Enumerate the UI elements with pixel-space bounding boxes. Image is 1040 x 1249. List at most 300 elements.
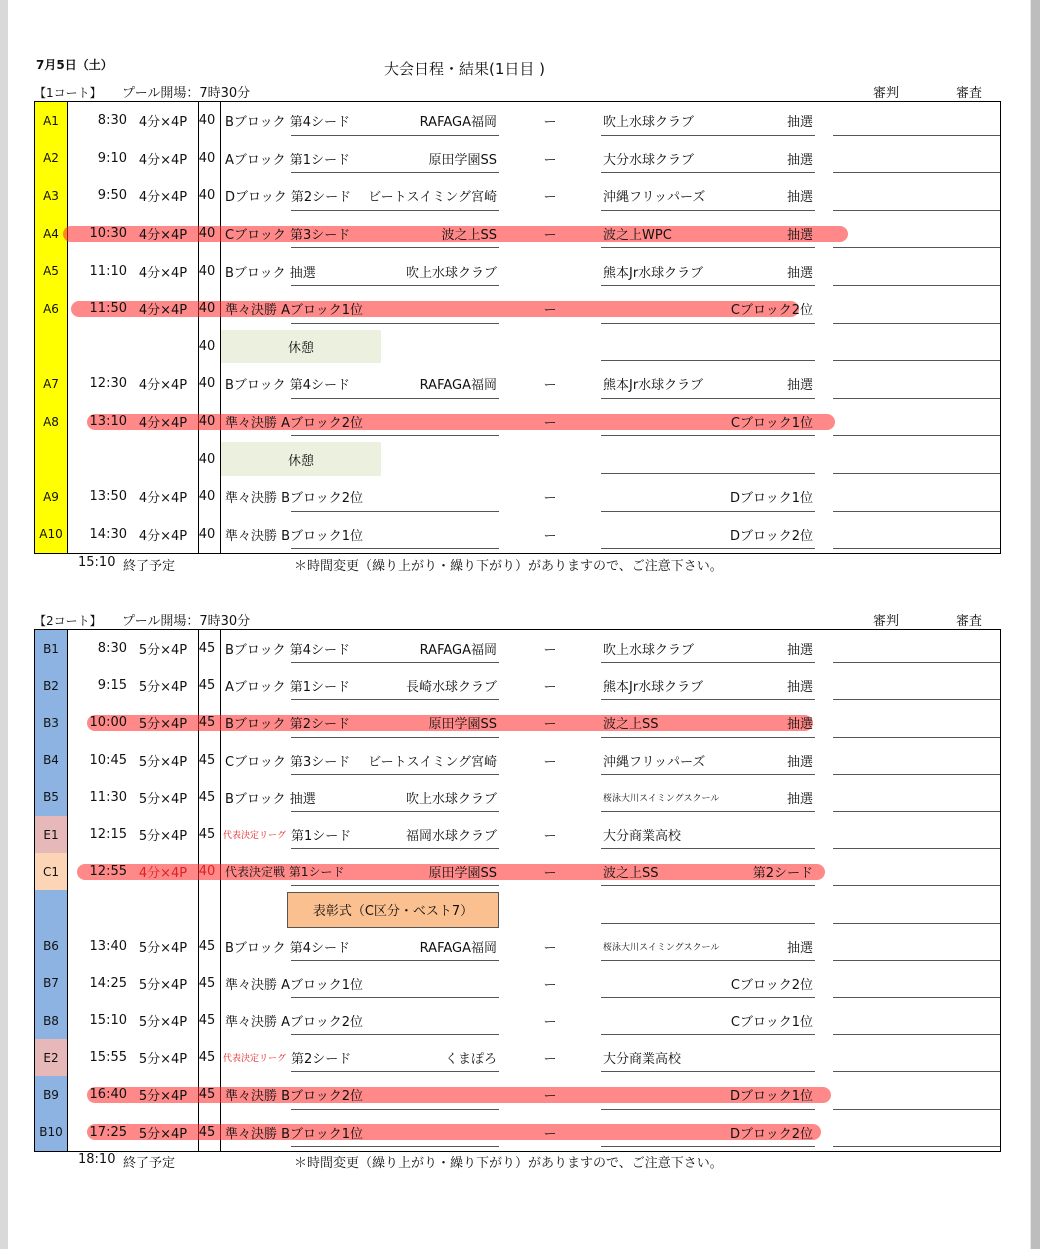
entry-underline: [601, 172, 815, 173]
match-format: 5分×4P: [138, 754, 188, 770]
team-b: 大分商業高校: [603, 829, 682, 845]
entry-underline: [291, 435, 499, 436]
match-time: [71, 890, 127, 927]
left-border: [0, 0, 8, 1249]
court2-end-label: 終了予定: [123, 1156, 176, 1171]
entry-underline: [601, 662, 815, 663]
entry-underline: [601, 737, 815, 738]
match-description: Cブロック 第3シード: [225, 754, 351, 770]
schedule-row: [35, 177, 1000, 215]
versus-dash: ー: [543, 378, 557, 394]
entry-underline: [833, 1146, 1000, 1147]
team-b: 熊本Jr水球クラブ: [603, 680, 704, 696]
versus-dash: ー: [543, 303, 557, 319]
match-description: Aブロック 第1シード: [225, 152, 351, 168]
match-description: Bブロック 第2シード: [225, 717, 351, 733]
match-code: [35, 890, 67, 927]
team-a: 原田学園SS: [428, 152, 497, 168]
seed-result: Cブロック1位: [730, 1015, 813, 1031]
match-time: 15:55: [89, 1050, 127, 1066]
versus-dash: ー: [543, 680, 557, 696]
entry-underline: [291, 1034, 499, 1035]
team-a: RAFAGA福岡: [419, 940, 497, 956]
match-time: 14:30: [89, 526, 127, 542]
entry-underline: [601, 848, 815, 849]
match-minutes: 40: [198, 301, 216, 317]
seed-result: 抽選: [786, 265, 813, 281]
schedule-row: [35, 965, 1000, 1002]
match-description: 代表決定戦 第1シード: [225, 865, 345, 880]
entry-underline: [833, 473, 1000, 474]
entry-underline: [291, 848, 499, 849]
seed-result: 抽選: [786, 717, 813, 733]
match-description: 準々決勝 Aブロック1位: [225, 977, 364, 993]
match-minutes: 40: [198, 338, 216, 354]
team-a: 吹上水球クラブ: [405, 265, 497, 281]
match-minutes: 45: [198, 827, 216, 843]
entry-underline: [601, 360, 815, 361]
entry-underline: [291, 811, 499, 812]
match-code: B5: [43, 790, 59, 805]
entry-underline: [291, 885, 499, 886]
entry-underline: [291, 323, 499, 324]
court2-end-time: 18:10: [78, 1152, 116, 1167]
schedule-row: [35, 1076, 1000, 1113]
team-a: 長崎水球クラブ: [405, 680, 497, 696]
match-minutes: 40: [198, 414, 216, 430]
court1-end-label: 終了予定: [123, 559, 176, 574]
schedule-row: [35, 290, 1000, 328]
match-minutes: 45: [198, 678, 216, 694]
team-b: 吹上水球クラブ: [603, 115, 695, 131]
match-code: A8: [43, 414, 59, 429]
seed-result: Cブロック1位: [730, 416, 813, 432]
entry-underline: [291, 737, 499, 738]
team-b: 熊本Jr水球クラブ: [603, 265, 704, 281]
right-border-line: [1030, 0, 1031, 1249]
match-description: 第1シード: [291, 829, 352, 845]
match-time: 16:40: [89, 1087, 127, 1103]
schedule-row: [35, 704, 1000, 741]
match-format: 4分×4P: [138, 152, 188, 168]
court2-label: 【2コート】: [34, 614, 102, 628]
team-b: 吹上水球クラブ: [603, 643, 695, 659]
entry-underline: [601, 548, 815, 549]
match-time: 11:30: [89, 789, 127, 805]
seed-result: Dブロック2位: [729, 1126, 813, 1142]
team-b: 大分水球クラブ: [603, 152, 695, 168]
team-a: 吹上水球クラブ: [405, 791, 497, 807]
entry-underline: [601, 1034, 815, 1035]
entry-underline: [833, 848, 1000, 849]
match-code: B7: [43, 976, 59, 991]
entry-underline: [833, 699, 1000, 700]
entry-underline: [601, 1146, 815, 1147]
match-minutes: 45: [198, 715, 216, 731]
team-b: 大分商業高校: [603, 1052, 682, 1068]
entry-underline: [601, 323, 815, 324]
entry-underline: [833, 1034, 1000, 1035]
entry-underline: [833, 960, 1000, 961]
match-time: 13:40: [89, 938, 127, 954]
match-format: 4分×4P: [138, 416, 188, 432]
match-code: B3: [43, 715, 59, 730]
seed-result: Cブロック2位: [730, 303, 813, 319]
team-a: 福岡水球クラブ: [405, 829, 497, 845]
match-description: 準々決勝 Aブロック1位: [225, 303, 364, 319]
break-label: 休憩: [221, 330, 381, 364]
match-time: 17:25: [89, 1124, 127, 1140]
entry-underline: [291, 247, 499, 248]
entry-underline: [601, 210, 815, 211]
team-b: 波之上SS: [603, 717, 659, 733]
schedule-row: [35, 816, 1000, 853]
team-b: 沖縄フリッパーズ: [603, 190, 706, 206]
versus-dash: [535, 440, 565, 478]
match-code: E1: [43, 827, 59, 842]
entry-underline: [833, 511, 1000, 512]
entry-underline: [833, 923, 1000, 924]
event-date: 7月5日（土）: [36, 58, 113, 72]
match-format: 5分×4P: [138, 940, 188, 956]
break-label: 休憩: [221, 442, 381, 476]
entry-underline: [833, 210, 1000, 211]
match-format: 4分×4P: [138, 303, 188, 319]
team-a: RAFAGA福岡: [419, 643, 497, 659]
entry-underline: [291, 1071, 499, 1072]
entry-underline: [601, 699, 815, 700]
entry-underline: [833, 247, 1000, 248]
match-minutes: 40: [198, 451, 216, 467]
team-a: [317, 890, 497, 927]
court2-exam-header: 審査: [956, 614, 983, 629]
versus-dash: ー: [543, 643, 557, 659]
match-description: 準々決勝 Aブロック2位: [225, 1015, 364, 1031]
court1-end-time: 15:10: [78, 555, 116, 570]
versus-dash: ー: [543, 1015, 557, 1031]
match-time: 14:25: [89, 975, 127, 991]
match-description: 準々決勝 Bブロック1位: [225, 528, 364, 544]
court2-note: ＊時間変更（繰り上がり・繰り下がり）がありますので、ご注意下さい。: [294, 1156, 723, 1171]
entry-underline: [601, 511, 815, 512]
schedule-row: [35, 252, 1000, 290]
team-b: 波之上SS: [603, 866, 659, 882]
match-time: [71, 440, 127, 478]
match-code: A3: [43, 188, 59, 203]
seed-result: 抽選: [786, 791, 813, 807]
schedule-row: [35, 1039, 1000, 1076]
match-minutes: 45: [198, 1013, 216, 1029]
court1-note: ＊時間変更（繰り上がり・繰り下がり）がありますので、ご注意下さい。: [294, 559, 723, 574]
match-time: 9:10: [97, 150, 127, 166]
team-a: RAFAGA福岡: [419, 115, 497, 131]
match-code: B8: [43, 1013, 59, 1028]
match-time: 11:10: [89, 263, 127, 279]
match-minutes: 45: [198, 975, 216, 991]
match-description: Bブロック 抽選: [225, 791, 316, 807]
match-time: 13:50: [89, 489, 127, 505]
court1-judge-header: 審判: [873, 86, 900, 101]
match-minutes: 45: [198, 938, 216, 954]
match-minutes: 45: [198, 1050, 216, 1066]
match-description: Bブロック 抽選: [225, 265, 316, 281]
match-time: 8:30: [97, 641, 127, 657]
match-code: A7: [43, 376, 59, 391]
court2-pool-open: プール開場：7時30分: [122, 614, 251, 629]
versus-dash: ー: [543, 228, 557, 244]
match-code: A4: [43, 226, 59, 241]
match-minutes: 40: [198, 150, 216, 166]
entry-underline: [601, 885, 815, 886]
entry-underline: [833, 811, 1000, 812]
match-description: Bブロック 第4シード: [225, 940, 351, 956]
match-code: B2: [43, 678, 59, 693]
entry-underline: [833, 1071, 1000, 1072]
match-format: 5分×4P: [138, 977, 188, 993]
match-code: E2: [43, 1050, 59, 1065]
versus-dash: [535, 328, 565, 366]
match-time: 10:00: [89, 715, 127, 731]
schedule-row: [35, 328, 1000, 366]
versus-dash: ー: [543, 866, 557, 882]
match-format: 5分×4P: [138, 1089, 188, 1105]
entry-underline: [601, 1109, 815, 1110]
match-format: 5分×4P: [138, 1126, 188, 1142]
match-minutes: 40: [198, 526, 216, 542]
versus-dash: ー: [543, 528, 557, 544]
versus-dash: ー: [543, 717, 557, 733]
entry-underline: [291, 511, 499, 512]
match-format: 5分×4P: [138, 1015, 188, 1031]
match-minutes: 45: [198, 1124, 216, 1140]
entry-underline: [291, 285, 499, 286]
match-time: 12:55: [89, 864, 127, 880]
match-format: 5分×4P: [138, 680, 188, 696]
seed-result: 抽選: [786, 190, 813, 206]
match-code: A6: [43, 301, 59, 316]
match-code: C1: [42, 864, 59, 879]
entry-underline: [601, 285, 815, 286]
match-code: B4: [43, 753, 59, 768]
match-category: 代表決定リーグ: [223, 1054, 287, 1065]
match-minutes: 40: [198, 376, 216, 392]
seed-result: 抽選: [786, 228, 813, 244]
match-format: 4分×4P: [138, 378, 188, 394]
page-title: 大会日程・結果(1日目 ): [384, 60, 546, 78]
match-minutes: 45: [198, 752, 216, 768]
entry-underline: [601, 811, 815, 812]
schedule-row: [35, 440, 1000, 478]
break-label: 表彰式（C区分・ベスト7）: [287, 892, 499, 927]
seed-result: 抽選: [786, 940, 813, 956]
court2-judge-header: 審判: [873, 614, 900, 629]
match-format: 5分×4P: [138, 717, 188, 733]
match-format: 5分×4P: [138, 1052, 188, 1068]
match-description: Cブロック 第3シード: [225, 228, 351, 244]
versus-dash: [535, 779, 565, 816]
seed-result: Cブロック2位: [730, 977, 813, 993]
match-time: 10:45: [89, 752, 127, 768]
match-minutes: 45: [198, 789, 216, 805]
entry-underline: [833, 662, 1000, 663]
entry-underline: [291, 699, 499, 700]
seed-result: 抽選: [786, 643, 813, 659]
entry-underline: [601, 435, 815, 436]
versus-dash: ー: [543, 115, 557, 131]
team-a: [317, 440, 497, 478]
seed-result: 抽選: [786, 754, 813, 770]
match-code: A9: [43, 489, 59, 504]
entry-underline: [291, 398, 499, 399]
entry-underline: [291, 997, 499, 998]
versus-dash: ー: [543, 152, 557, 168]
versus-dash: ー: [543, 754, 557, 770]
match-description: Dブロック 第2シード: [225, 190, 352, 206]
match-format: [127, 440, 199, 478]
schedule-row: [35, 365, 1000, 403]
match-format: 5分×4P: [138, 643, 188, 659]
schedule-row: [35, 853, 1000, 890]
versus-dash: ー: [543, 1089, 557, 1105]
versus-dash: ー: [543, 829, 557, 845]
entry-underline: [833, 398, 1000, 399]
schedule-row: [35, 667, 1000, 704]
match-time: 10:30: [89, 226, 127, 242]
match-minutes: [195, 890, 219, 927]
match-minutes: 40: [198, 489, 216, 505]
match-minutes: 45: [198, 1087, 216, 1103]
versus-dash: ー: [543, 1052, 557, 1068]
schedule-row: [35, 1114, 1000, 1151]
match-time: 9:15: [97, 678, 127, 694]
entry-underline: [833, 885, 1000, 886]
entry-underline: [601, 247, 815, 248]
team-a: 原田学園SS: [428, 866, 497, 882]
entry-underline: [291, 210, 499, 211]
match-minutes: 40: [198, 188, 216, 204]
match-format: 4分×4P: [138, 190, 188, 206]
match-minutes: 40: [198, 263, 216, 279]
entry-underline: [833, 997, 1000, 998]
seed-result: Dブロック1位: [729, 1089, 813, 1105]
entry-underline: [833, 774, 1000, 775]
team-a: [317, 328, 497, 366]
team-b: 沖縄フリッパーズ: [603, 754, 706, 770]
seed-result: 第2シード: [752, 866, 813, 882]
entry-underline: [291, 1146, 499, 1147]
versus-dash: [535, 890, 565, 927]
versus-dash: [535, 252, 565, 290]
match-code: A5: [43, 264, 59, 279]
schedule-row: [35, 779, 1000, 816]
versus-dash: ー: [543, 491, 557, 507]
match-format: 4分×4P: [138, 866, 188, 882]
match-description: Bブロック 第4シード: [225, 378, 351, 394]
entry-underline: [601, 135, 815, 136]
entry-underline: [601, 1071, 815, 1072]
court1-exam-header: 審査: [956, 86, 983, 101]
schedule-row: [35, 742, 1000, 779]
match-format: 4分×4P: [138, 115, 188, 131]
match-description: 準々決勝 Bブロック2位: [225, 491, 364, 507]
entry-underline: [833, 435, 1000, 436]
seed-result: 抽選: [786, 378, 813, 394]
entry-underline: [833, 285, 1000, 286]
match-category: 代表決定リーグ: [223, 831, 287, 842]
match-description: Aブロック 第1シード: [225, 680, 351, 696]
match-minutes: 40: [198, 226, 216, 242]
match-minutes: 40: [198, 864, 216, 880]
seed-result: 抽選: [786, 115, 813, 131]
match-format: 5分×4P: [138, 829, 188, 845]
schedule-row: [35, 630, 1000, 667]
match-time: 8:30: [97, 113, 127, 129]
team-a: ビートスイミング宮崎: [368, 754, 497, 770]
entry-underline: [291, 172, 499, 173]
team-a: 原田学園SS: [428, 717, 497, 733]
schedule-row: [35, 890, 1000, 927]
match-code: [35, 328, 67, 366]
team-a: くまぽろ: [444, 1052, 497, 1068]
schedule-row: [35, 102, 1000, 140]
entry-underline: [291, 774, 499, 775]
match-code: [35, 440, 67, 478]
match-code: A1: [43, 113, 59, 128]
schedule-row: [35, 928, 1000, 965]
entry-underline: [291, 960, 499, 961]
entry-underline: [833, 135, 1000, 136]
match-code: B1: [43, 641, 59, 656]
team-a: RAFAGA福岡: [419, 378, 497, 394]
versus-dash: ー: [543, 940, 557, 956]
match-description: Bブロック 第4シード: [225, 643, 351, 659]
match-format: 4分×4P: [138, 228, 188, 244]
entry-underline: [601, 774, 815, 775]
match-description: 第2シード: [291, 1052, 352, 1068]
match-code: A2: [43, 151, 59, 166]
match-code: B6: [43, 939, 59, 954]
entry-underline: [601, 923, 815, 924]
entry-underline: [291, 1109, 499, 1110]
entry-underline: [833, 360, 1000, 361]
seed-result: 抽選: [786, 680, 813, 696]
entry-underline: [601, 398, 815, 399]
match-format: 5分×4P: [138, 791, 188, 807]
match-format: [127, 890, 199, 927]
seed-result: 抽選: [786, 152, 813, 168]
team-b: 熊本Jr水球クラブ: [603, 378, 704, 394]
schedule-row: [35, 478, 1000, 516]
schedule-row: [35, 215, 1000, 253]
entry-underline: [601, 997, 815, 998]
entry-underline: [291, 548, 499, 549]
match-format: [127, 328, 199, 366]
team-a: ビートスイミング宮崎: [368, 190, 497, 206]
match-code: B10: [39, 1125, 63, 1140]
versus-dash: ー: [543, 416, 557, 432]
schedule-row: [35, 403, 1000, 441]
entry-underline: [601, 960, 815, 961]
entry-underline: [833, 323, 1000, 324]
match-minutes: 45: [198, 641, 216, 657]
match-time: 11:50: [89, 301, 127, 317]
match-time: 15:10: [89, 1013, 127, 1029]
entry-underline: [833, 737, 1000, 738]
seed-result: Dブロック1位: [729, 491, 813, 507]
match-code: B9: [43, 1087, 59, 1102]
versus-dash: ー: [543, 977, 557, 993]
entry-underline: [291, 135, 499, 136]
